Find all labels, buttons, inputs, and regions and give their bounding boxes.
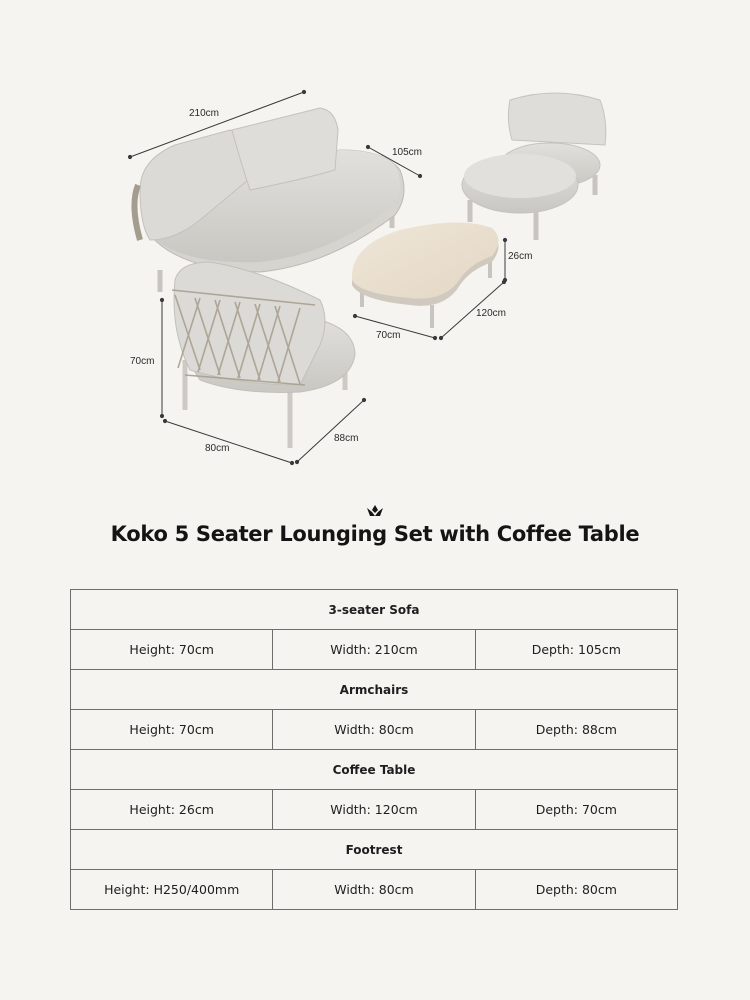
section-row	[71, 750, 678, 790]
sofa-depth-label: 105cm	[392, 147, 423, 158]
width-cell: Width: 210cm	[273, 630, 475, 670]
page-title: Koko 5 Seater Lounging Set with Coffee Table	[110, 522, 640, 546]
section-title: Coffee Table	[71, 750, 678, 790]
section-row	[71, 670, 678, 710]
chair-depth-label: 88cm	[334, 433, 359, 444]
table-depth-label: 70cm	[376, 330, 401, 341]
depth-cell: Depth: 70cm	[475, 790, 677, 830]
table-width-label: 120cm	[476, 308, 507, 319]
width-cell: Width: 80cm	[273, 870, 475, 910]
specs-table	[70, 589, 678, 910]
armchair-footrest-drawing	[462, 93, 606, 240]
section-row	[71, 830, 678, 870]
depth-cell: Depth: 105cm	[475, 630, 677, 670]
sofa-width-label: 210cm	[189, 108, 220, 119]
dimension-row	[71, 790, 678, 830]
section-title: Footrest	[71, 830, 678, 870]
section-title: Armchairs	[71, 670, 678, 710]
lotus-crown-icon	[365, 503, 385, 517]
dimension-row	[71, 870, 678, 910]
furniture-render	[0, 0, 750, 480]
height-cell: Height: 70cm	[71, 710, 273, 750]
chair-width-label: 80cm	[205, 443, 230, 454]
table-height-label: 26cm	[508, 251, 533, 262]
depth-cell: Depth: 88cm	[475, 710, 677, 750]
section-row	[71, 590, 678, 630]
width-cell: Width: 80cm	[273, 710, 475, 750]
chair-height-label: 70cm	[130, 356, 155, 367]
height-cell: Height: H250/400mm	[71, 870, 273, 910]
product-illustration	[0, 0, 750, 480]
height-cell: Height: 26cm	[71, 790, 273, 830]
width-cell: Width: 120cm	[273, 790, 475, 830]
front-armchair-drawing	[172, 262, 355, 448]
dimension-row	[71, 630, 678, 670]
height-cell: Height: 70cm	[71, 630, 273, 670]
dimension-row	[71, 710, 678, 750]
depth-cell: Depth: 80cm	[475, 870, 677, 910]
section-title: 3-seater Sofa	[71, 590, 678, 630]
